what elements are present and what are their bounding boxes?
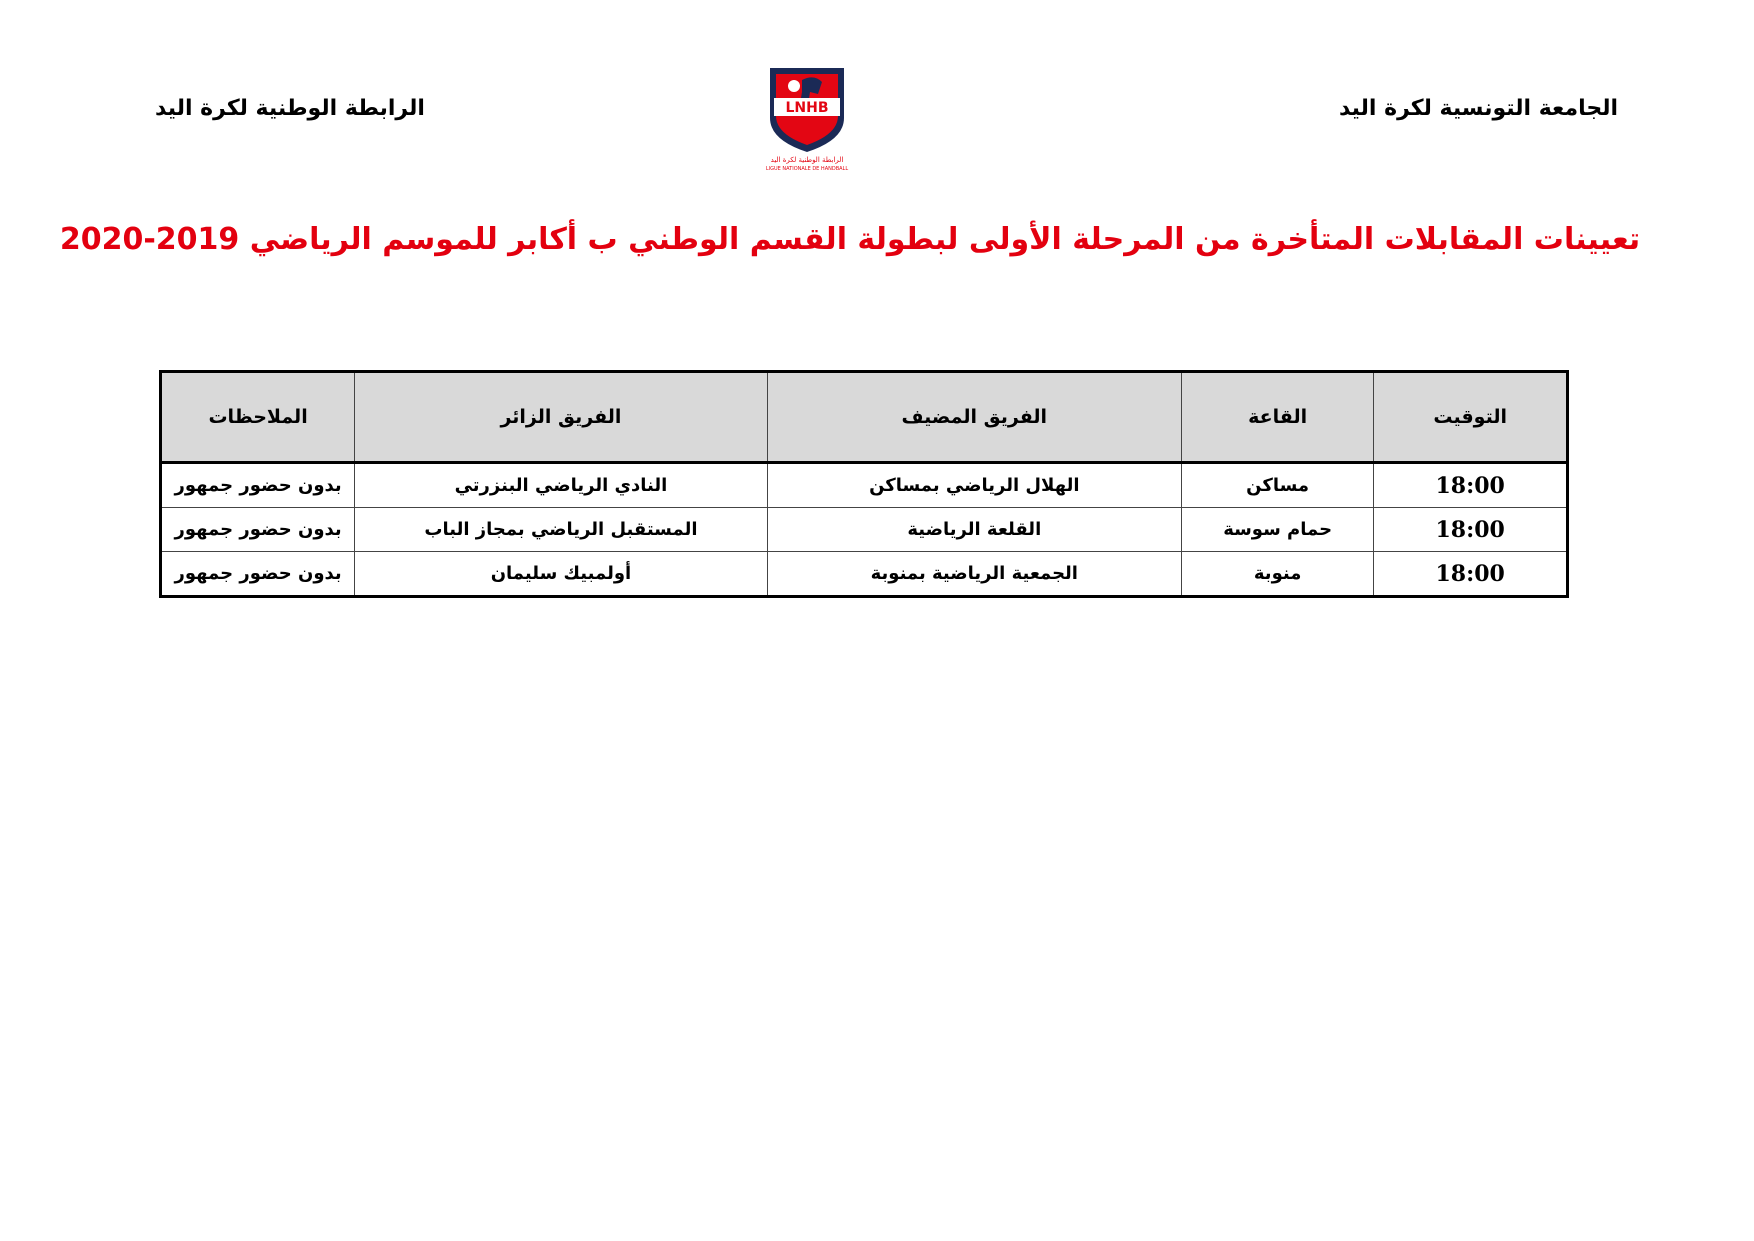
- federation-name: الجامعة التونسية لكرة اليد: [1338, 96, 1618, 121]
- table-row: [161, 508, 1568, 552]
- column-header-notes: الملاحظات: [161, 372, 355, 463]
- away-team: المستقبل الرياضي بمجاز الباب: [355, 508, 767, 552]
- away-team: أولمبيك سليمان: [355, 552, 767, 597]
- home-team: الهلال الرياضي بمساكن: [767, 463, 1181, 508]
- match-venue: حمام سوسة: [1181, 508, 1373, 552]
- svg-text:LNHB: LNHB: [785, 100, 829, 116]
- table-header-row: [161, 372, 1568, 463]
- home-team: القلعة الرياضية: [767, 508, 1181, 552]
- svg-text:LIGUE NATIONALE DE HANDBALL: LIGUE NATIONALE DE HANDBALL: [765, 166, 849, 172]
- home-team: الجمعية الرياضية بمنوبة: [767, 552, 1181, 597]
- lnhb-logo: [752, 60, 862, 172]
- match-time: 18:00: [1374, 508, 1568, 552]
- page-title: تعيينات المقابلات المتأخرة من المرحلة الأولى لبطولة القسم الوطني ب أكابر للموسم الرياضي 2019-2020: [59, 222, 1641, 257]
- svg-text:الرابطة الوطنية لكرة اليد: الرابطة الوطنية لكرة اليد: [770, 156, 844, 164]
- column-header-away-team: الفريق الزائر: [355, 372, 767, 463]
- table-row: [161, 552, 1568, 597]
- league-name: الرابطة الوطنية لكرة اليد: [155, 96, 425, 121]
- match-notes: بدون حضور جمهور: [161, 552, 355, 597]
- column-header-home-team: الفريق المضيف: [767, 372, 1181, 463]
- column-header-venue: القاعة: [1181, 372, 1373, 463]
- match-notes: بدون حضور جمهور: [161, 463, 355, 508]
- match-time: 18:00: [1374, 552, 1568, 597]
- match-venue: مساكن: [1181, 463, 1373, 508]
- match-schedule-table: [159, 370, 1569, 598]
- match-notes: بدون حضور جمهور: [161, 508, 355, 552]
- table-row: [161, 463, 1568, 508]
- match-time: 18:00: [1374, 463, 1568, 508]
- column-header-time: التوقيت: [1374, 372, 1568, 463]
- away-team: النادي الرياضي البنزرتي: [355, 463, 767, 508]
- match-venue: منوبة: [1181, 552, 1373, 597]
